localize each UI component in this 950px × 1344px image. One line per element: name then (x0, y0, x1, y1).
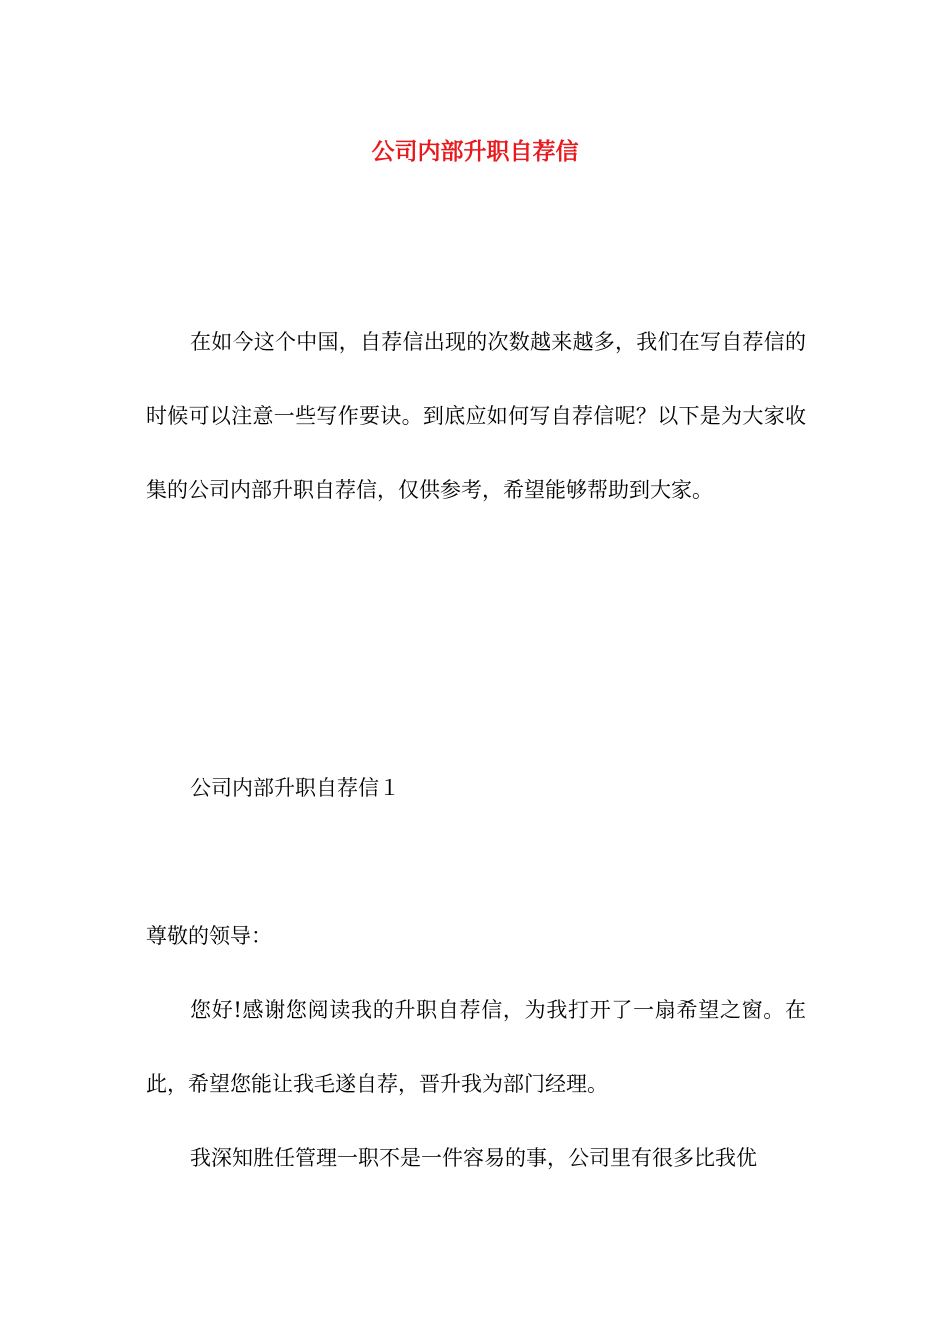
salutation: 尊敬的领导： (146, 924, 272, 948)
body-paragraph-1: 您好!感谢您阅读我的升职自荐信，为我打开了一扇希望之窗。在此，希望您能让我毛遂自荐，晋升我为部门经理。 (146, 998, 806, 1096)
intro-paragraph: 在如今这个中国，自荐信出现的次数越来越多，我们在写自荐信的时候可以注意一些写作要诀。到底应如何写自荐信呢？以下是为大家收集的公司内部升职自荐信，仅供参考，希望能够帮助到大家。 (146, 330, 806, 502)
document-title: 公司内部升职自荐信 (371, 138, 579, 165)
body-paragraph-2: 我深知胜任管理一职不是一件容易的事，公司里有很多比我优 (190, 1146, 757, 1170)
section-heading: 公司内部升职自荐信１ (190, 776, 400, 800)
